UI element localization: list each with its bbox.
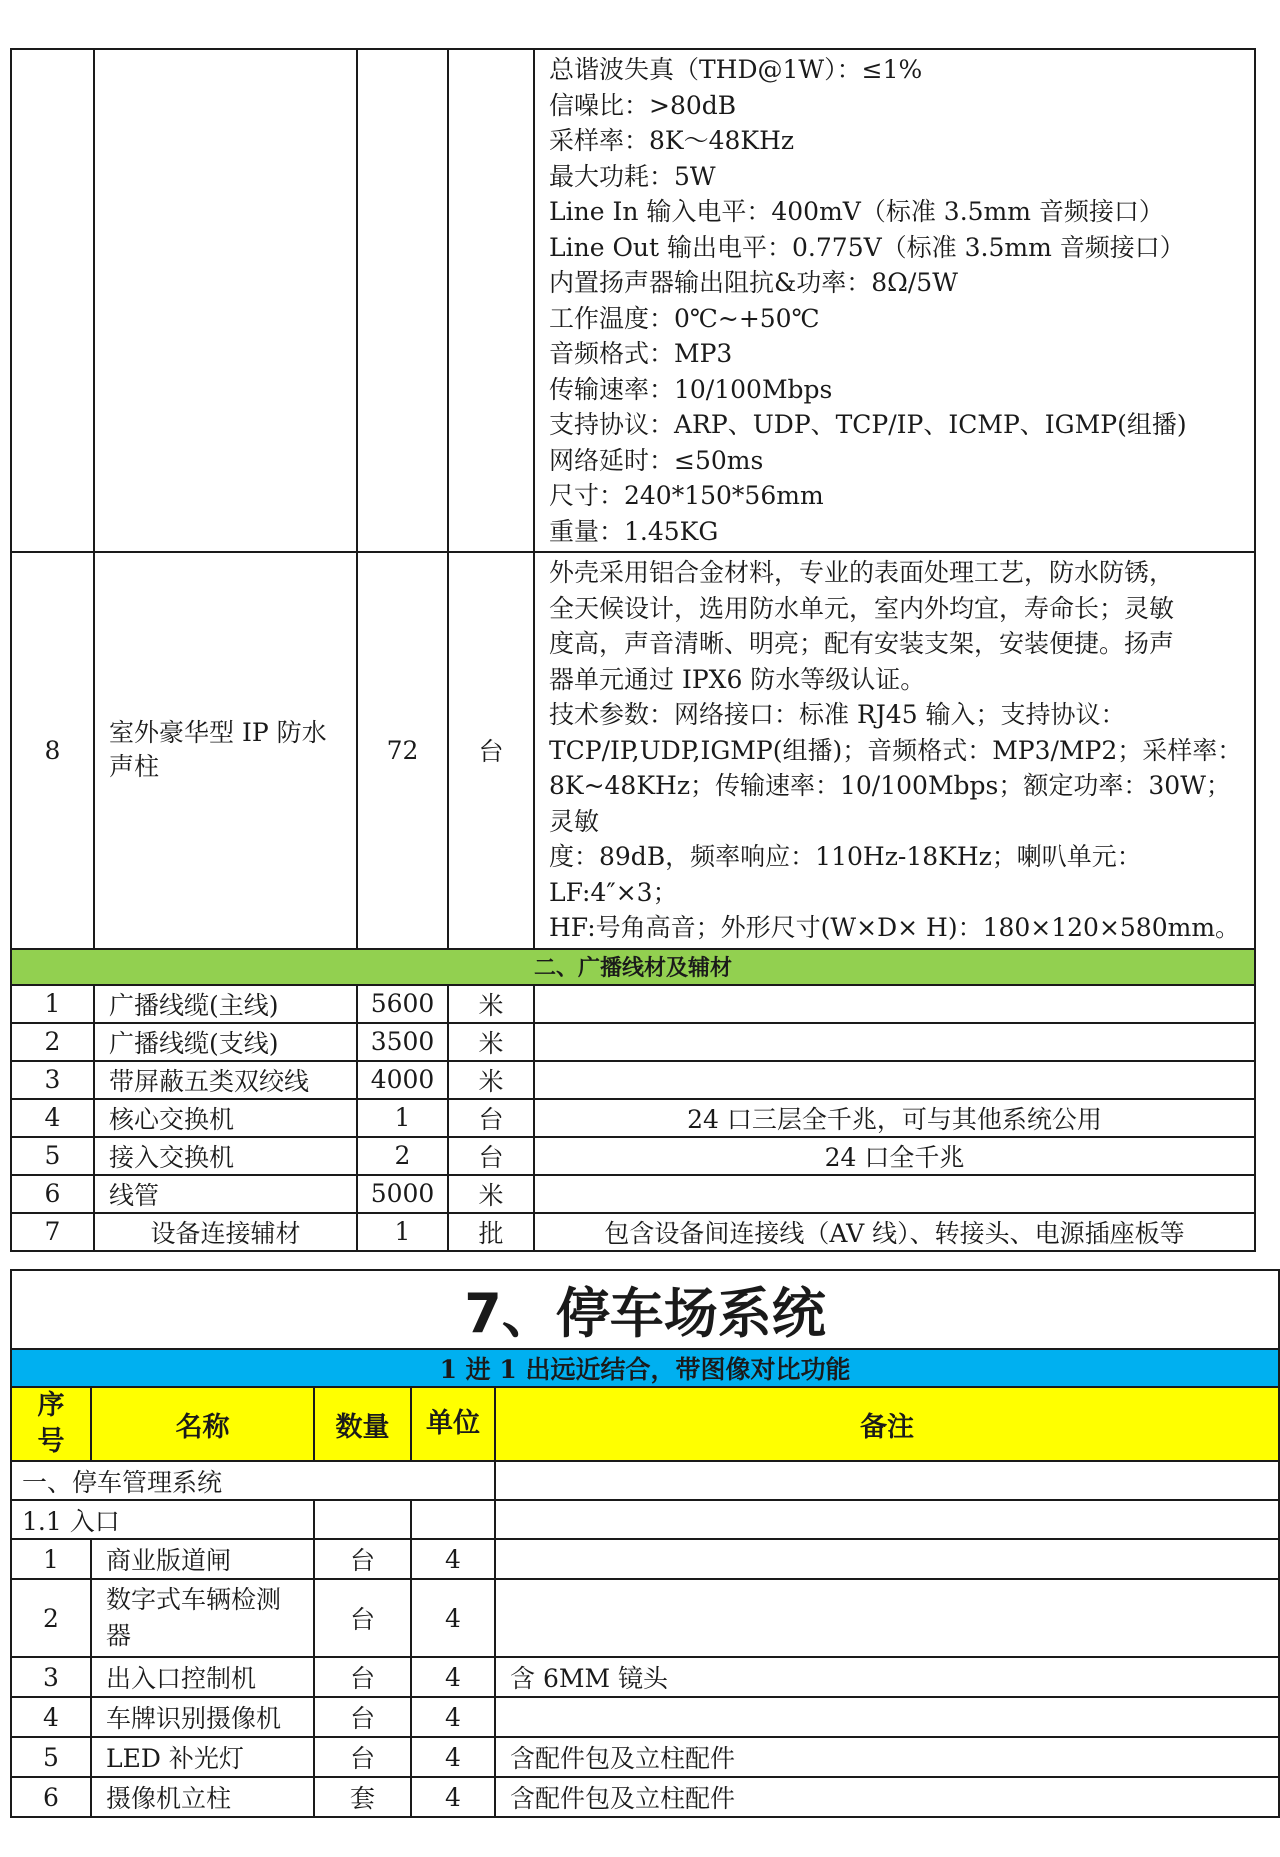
table-row xyxy=(11,1697,1279,1737)
row-number: 7 xyxy=(11,1213,94,1251)
item-unit: 台 xyxy=(314,1539,411,1579)
row-number: 1 xyxy=(11,985,94,1023)
spec-list xyxy=(534,49,1255,552)
item-unit: 台 xyxy=(314,1697,411,1737)
item-note xyxy=(495,1697,1279,1737)
desc-line: HF:号角高音；外形尺寸(W×D× H)：180×120×580mm。 xyxy=(549,913,1241,942)
item-quantity: 4 xyxy=(411,1697,495,1737)
item-quantity: 4 xyxy=(411,1737,495,1777)
page-title: 7、停车场系统 xyxy=(11,1270,1279,1349)
spec-line: 支持协议：ARP、UDP、TCP/IP、ICMP、IGMP(组播) xyxy=(549,410,1187,439)
item-quantity: 5600 xyxy=(357,985,448,1023)
item-note: 包含设备间连接线（AV 线）、转接头、电源插座板等 xyxy=(534,1213,1255,1251)
desc-line: 外壳采用铝合金材料，专业的表面处理工艺，防水防锈， xyxy=(549,558,1175,587)
item-unit: 台 xyxy=(314,1579,411,1657)
subtitle-row xyxy=(11,1349,1279,1387)
table-row xyxy=(11,1579,1279,1657)
item-name: 接入交换机 xyxy=(94,1137,357,1175)
section-title: 二、广播线材及辅材 xyxy=(11,949,1255,985)
item-name: 出入口控制机 xyxy=(91,1657,314,1697)
item-unit: 台 xyxy=(448,1099,534,1137)
row-number: 1 xyxy=(11,1539,91,1579)
item-name: 线管 xyxy=(94,1175,357,1213)
item-name: 设备连接辅材 xyxy=(94,1213,357,1251)
table-row xyxy=(11,1777,1279,1817)
header-qty: 数量 xyxy=(314,1387,411,1461)
spec-line: Line In 输入电平：400mV（标准 3.5mm 音频接口） xyxy=(549,197,1164,226)
empty-cell xyxy=(448,49,534,552)
spec-line: 总谐波失真（THD@1W）：≤1% xyxy=(549,55,923,84)
desc-line: 器单元通过 IPX6 防水等级认证。 xyxy=(549,664,926,694)
table-row xyxy=(11,1023,1255,1061)
table-row xyxy=(11,1061,1255,1099)
item-name: 车牌识别摄像机 xyxy=(91,1697,314,1737)
spec-line: Line Out 输出电平：0.775V（标准 3.5mm 音频接口） xyxy=(549,232,1185,262)
item-quantity: 4000 xyxy=(357,1061,448,1099)
item-unit: 米 xyxy=(448,1023,534,1061)
item-note xyxy=(534,1023,1255,1061)
item-name: 核心交换机 xyxy=(94,1099,357,1137)
row-number: 4 xyxy=(11,1099,94,1137)
item-unit: 米 xyxy=(448,1061,534,1099)
item-unit: 套 xyxy=(314,1777,411,1817)
row-number: 2 xyxy=(11,1579,91,1657)
desc-line: TCP/IP,UDP,IGMP(组播)；音频格式：MP3/MP2；采样率： xyxy=(549,735,1243,765)
header-no: 序号 xyxy=(11,1387,91,1461)
empty-cell xyxy=(495,1461,1279,1500)
item-quantity: 72 xyxy=(357,552,448,949)
row-number: 3 xyxy=(11,1061,94,1099)
item-unit: 米 xyxy=(448,985,534,1023)
spec-line: 重量：1.45KG xyxy=(549,516,719,546)
spec-line: 传输速率：10/100Mbps xyxy=(549,374,833,404)
subtitle-banner: 1 进 1 出远近结合，带图像对比功能 xyxy=(11,1349,1279,1387)
row-number: 2 xyxy=(11,1023,94,1061)
empty-cell xyxy=(357,49,448,552)
item-description xyxy=(534,552,1255,949)
item-note: 含 6MM 镜头 xyxy=(495,1657,1279,1697)
empty-cell xyxy=(94,49,357,552)
spec-line: 网络延时：≤50ms xyxy=(549,445,764,475)
desc-line: 8K~48KHz；传输速率：10/100Mbps；额定功率：30W；灵敏 xyxy=(549,771,1231,836)
item-name: 商业版道闸 xyxy=(91,1539,314,1579)
item-quantity: 3500 xyxy=(357,1023,448,1061)
item-note: 24 口全千兆 xyxy=(534,1137,1255,1175)
empty-cell xyxy=(11,49,94,552)
table-row xyxy=(11,1099,1255,1137)
item-unit: 台 xyxy=(448,1137,534,1175)
table-row xyxy=(11,1175,1255,1213)
table-row xyxy=(11,1737,1279,1777)
header-row xyxy=(11,1387,1279,1461)
spec-line: 采样率：8K～48KHz xyxy=(549,126,795,155)
empty-cell xyxy=(411,1500,495,1539)
item-quantity: 5000 xyxy=(357,1175,448,1213)
item-quantity: 4 xyxy=(411,1657,495,1697)
desc-line: 全天候设计，选用防水单元，室内外均宜，寿命长；灵敏 xyxy=(549,593,1175,623)
section-row xyxy=(11,1461,1279,1500)
spec-line: 内置扬声器输出阻抗&功率：8Ω/5W xyxy=(549,268,958,297)
spec-line: 音频格式：MP3 xyxy=(549,339,733,368)
row-number: 6 xyxy=(11,1175,94,1213)
item-note xyxy=(495,1539,1279,1579)
item-quantity: 4 xyxy=(411,1579,495,1657)
table-row xyxy=(11,1657,1279,1697)
item-note xyxy=(534,985,1255,1023)
item-name: 广播线缆(支线) xyxy=(94,1023,357,1061)
item-quantity: 1 xyxy=(357,1213,448,1251)
item-quantity: 4 xyxy=(411,1777,495,1817)
row-number: 6 xyxy=(11,1777,91,1817)
header-name: 名称 xyxy=(91,1387,314,1461)
item-unit: 台 xyxy=(314,1737,411,1777)
section-header-row xyxy=(11,949,1255,985)
item-name: 数字式车辆检测器 xyxy=(91,1579,314,1657)
empty-cell xyxy=(314,1500,411,1539)
spec-line: 最大功耗：5W xyxy=(549,161,716,191)
item-note: 含配件包及立柱配件 xyxy=(495,1777,1279,1817)
item-note: 含配件包及立柱配件 xyxy=(495,1737,1279,1777)
subsection-label: 1.1 入口 xyxy=(11,1500,314,1539)
item-name: LED 补光灯 xyxy=(91,1737,314,1777)
header-note: 备注 xyxy=(495,1387,1279,1461)
item-quantity: 4 xyxy=(411,1539,495,1579)
row-number: 3 xyxy=(11,1657,91,1697)
item-unit: 米 xyxy=(448,1175,534,1213)
desc-line: 度高，声音清晰、明亮；配有安装支架，安装便捷。扬声 xyxy=(549,629,1175,658)
parking-system-table xyxy=(10,1269,1280,1818)
table-row xyxy=(11,1137,1255,1175)
table-row xyxy=(11,1539,1279,1579)
item-quantity: 2 xyxy=(357,1137,448,1175)
item-note xyxy=(534,1061,1255,1099)
item-unit: 台 xyxy=(448,552,534,949)
table-row xyxy=(11,1213,1255,1251)
desc-line: 度：89dB，频率响应：110Hz-18KHz；喇叭单元：LF:4″×3； xyxy=(549,842,1142,907)
section-label: 一、停车管理系统 xyxy=(11,1461,495,1500)
title-row xyxy=(11,1270,1279,1349)
item-name: 摄像机立柱 xyxy=(91,1777,314,1817)
broadcast-equipment-table xyxy=(10,48,1256,1252)
item-quantity: 1 xyxy=(357,1099,448,1137)
header-unit: 单位 xyxy=(411,1387,495,1461)
row-number: 8 xyxy=(11,552,94,949)
item-name: 带屏蔽五类双绞线 xyxy=(94,1061,357,1099)
row-number: 5 xyxy=(11,1137,94,1175)
desc-line: 技术参数：网络接口：标准 RJ45 输入；支持协议： xyxy=(549,700,1126,729)
spec-line: 信噪比：>80dB xyxy=(549,90,737,120)
spec-line: 尺寸：240*150*56mm xyxy=(549,481,824,510)
item-note xyxy=(495,1579,1279,1657)
spec-line: 工作温度：0℃~+50℃ xyxy=(549,303,820,333)
table-row xyxy=(11,552,1255,949)
row-number: 4 xyxy=(11,1697,91,1737)
item-name: 室外豪华型 IP 防水声柱 xyxy=(94,552,357,949)
subsection-row xyxy=(11,1500,1279,1539)
item-unit: 批 xyxy=(448,1213,534,1251)
row-number: 5 xyxy=(11,1737,91,1777)
spec-continuation-row xyxy=(11,49,1255,552)
item-name: 广播线缆(主线) xyxy=(94,985,357,1023)
table-row xyxy=(11,985,1255,1023)
item-note: 24 口三层全千兆，可与其他系统公用 xyxy=(534,1099,1255,1137)
empty-cell xyxy=(495,1500,1279,1539)
item-note xyxy=(534,1175,1255,1213)
item-unit: 台 xyxy=(314,1657,411,1697)
